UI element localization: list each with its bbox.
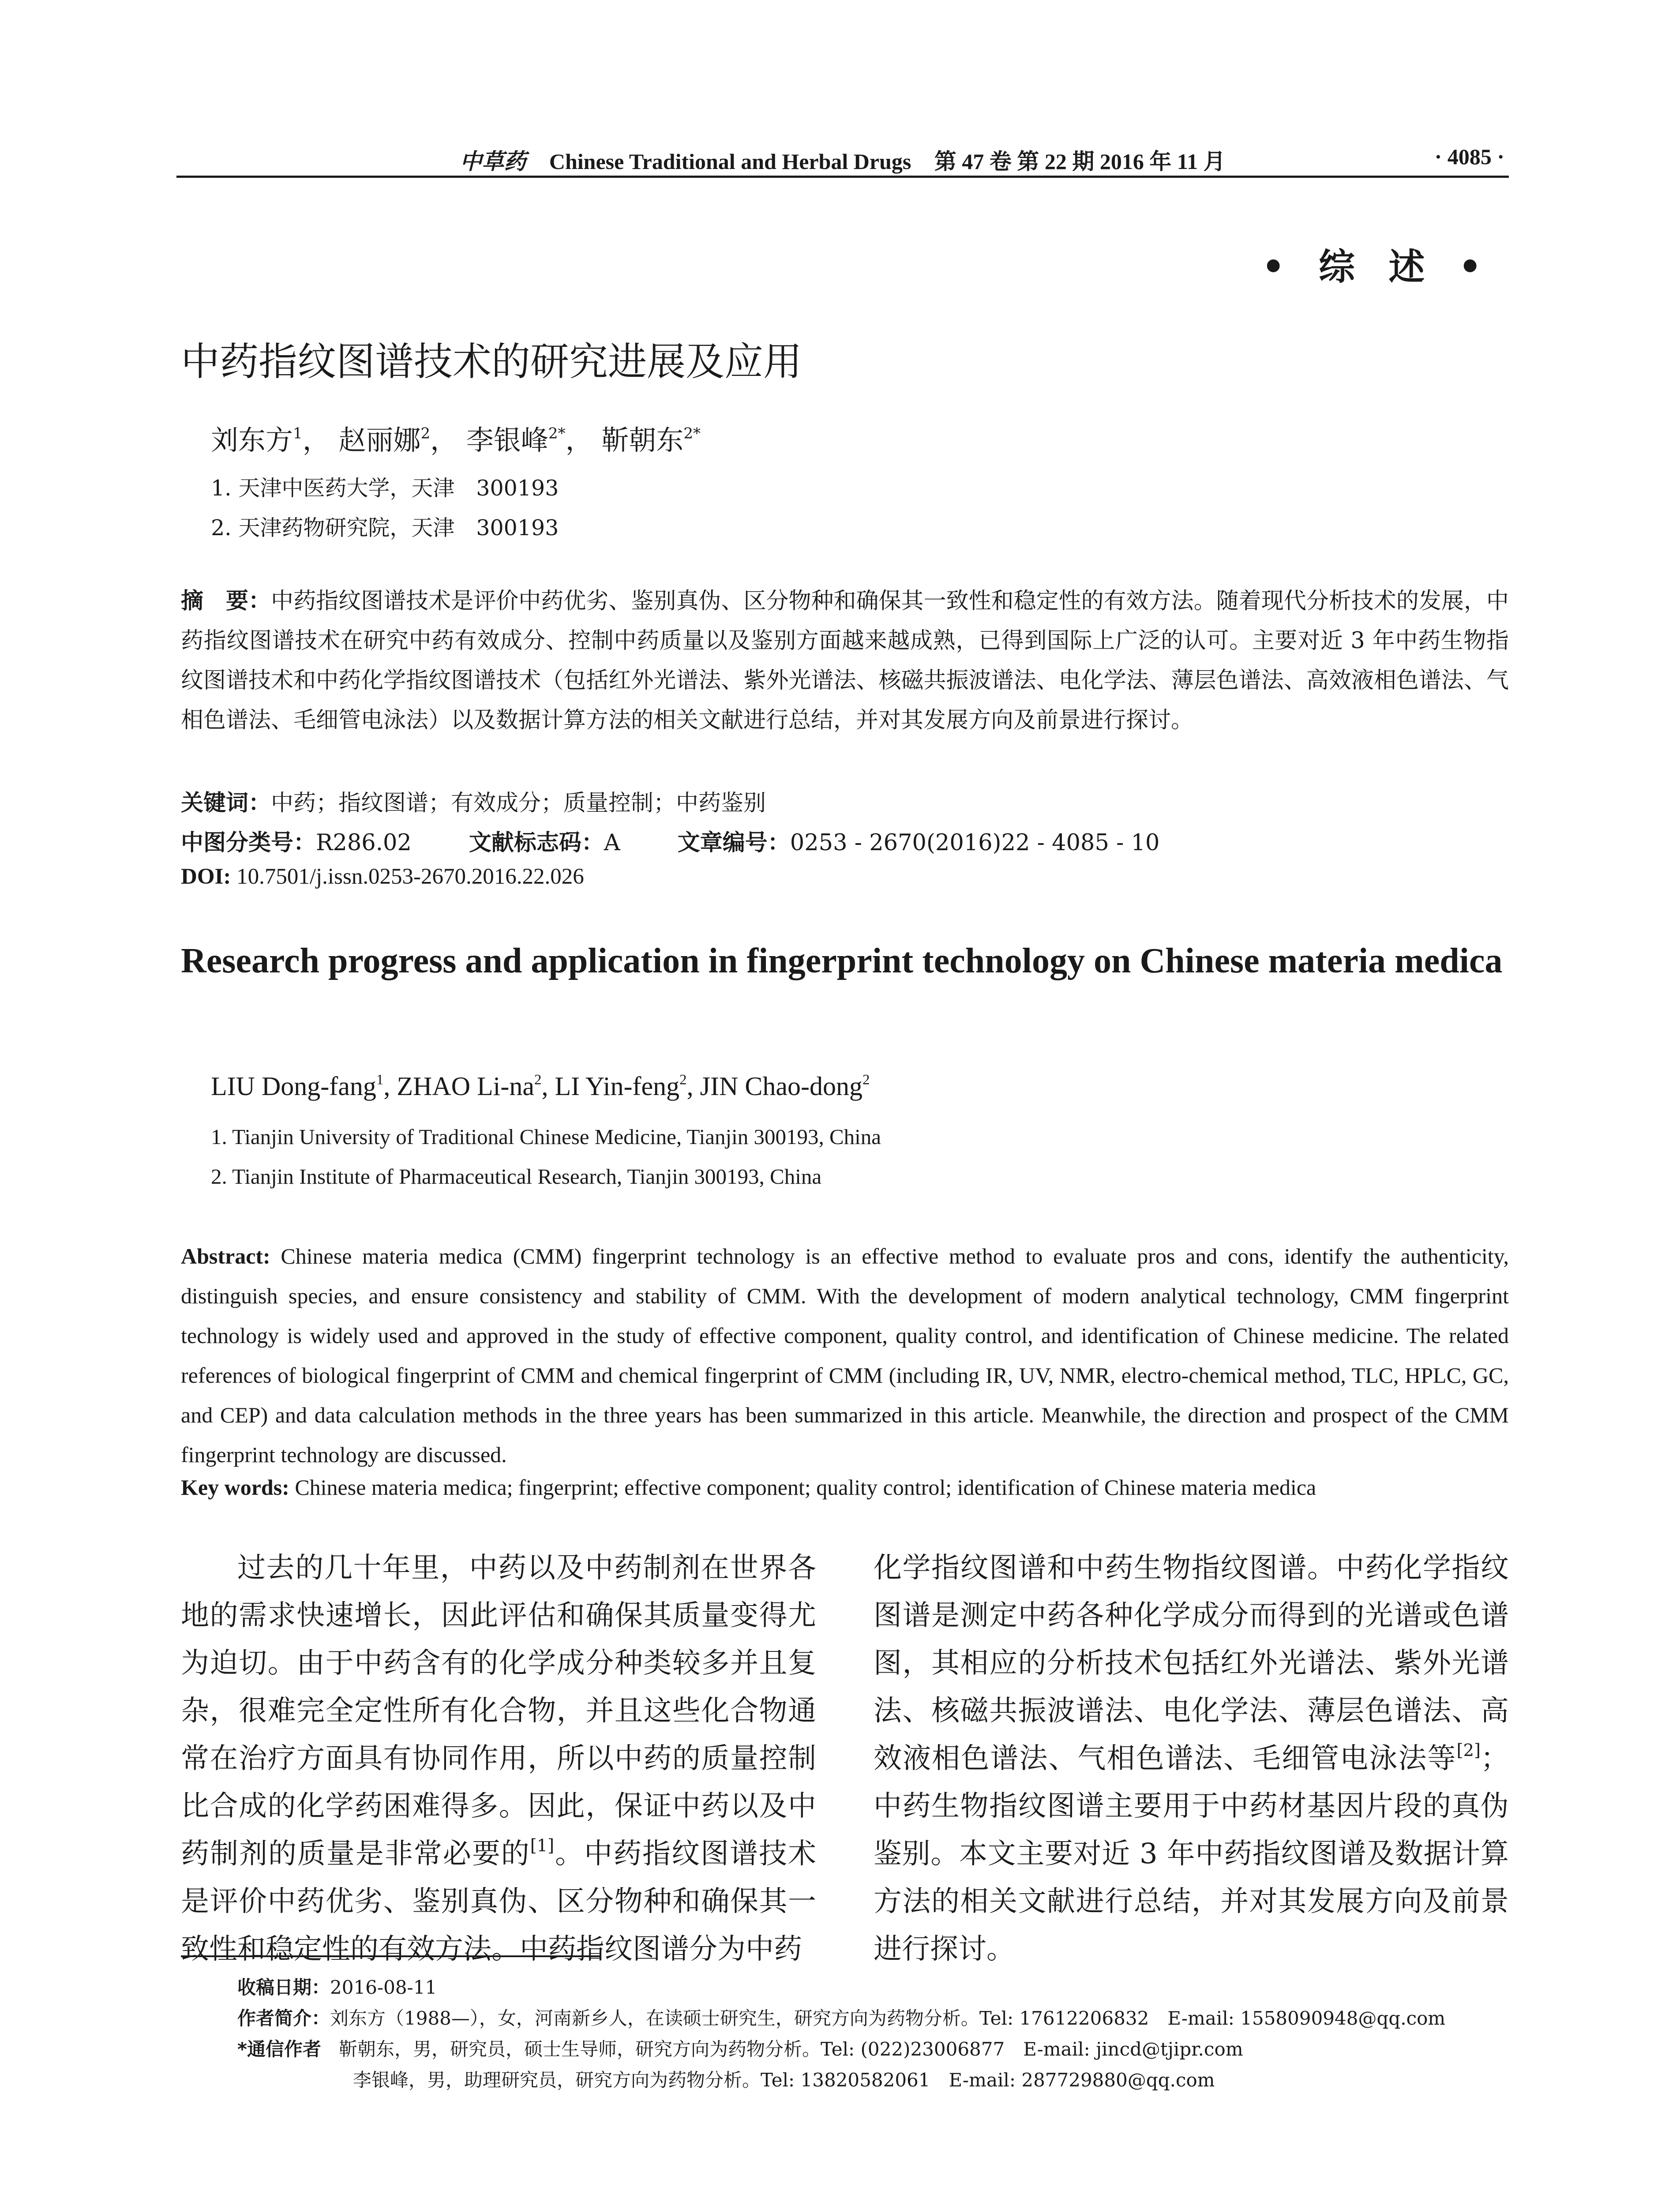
chinese-affiliation: 2. 天津药物研究院，天津 300193: [211, 515, 559, 540]
journal-name: Chinese Traditional and Herbal Drugs: [549, 149, 911, 174]
body-text: 过去的几十年里，中药以及中药制剂在世界各地的需求快速增长，因此评估和确保其质量变得尤为迫切。由于中药含有的化学成分种类较多并且复杂，很难完全定性所有化合物，并且这些化合物通常在治疗方面具有协同作用，所以中药的质量控制比合成的化学药困难得多。因此，保证中药以及中药制剂的质量是非常必要的: [181, 1552, 816, 1870]
abstract-text: Chinese materia medica (CMM) fingerprint technology is an effective method to evaluate pros and cons, identify the authenticity, distinguish species, and ensure consistency and stability of CMM. With the development of modern analytical technology, CMM fingerprint technology is widely used and approved in the study of effective component, quality control, and identification of Chinese medicine. The related references of biological fingerprint of CMM and chemical fingerprint of CMM (including IR, UV, NMR, electro-chemical method, TLC, HPLC, GC, and CEP) and data calculation methods in the three years has been summarized in this article. Meanwhile, the direction and prospect of the CMM fingerprint technology are discussed.: [181, 1244, 1509, 1467]
running-header: [176, 140, 1509, 178]
abstract-label: Abstract:: [181, 1244, 270, 1268]
body-text: 化学指纹图谱和中药生物指纹图谱。中药化学指纹图谱是测定中药各种化学成分而得到的光谱或色谱图，其相应的分析技术包括红外光谱法、紫外光谱法、核磁共振波谱法、电化学法、薄层色谱法、高效液相色谱法、气相色谱法、毛细管电泳法等: [874, 1552, 1509, 1775]
chinese-keywords: [181, 784, 766, 817]
journal-brand: 中草药: [460, 149, 526, 174]
author-separator: ，: [565, 424, 593, 456]
body-column-left: [181, 1544, 816, 1973]
doc-code-label: 文献标志码：: [469, 830, 604, 856]
author-separator: ，: [430, 424, 458, 456]
author-separator: ,: [541, 1072, 555, 1101]
classification-line: [181, 824, 1159, 857]
author-name: LI Yin-feng: [555, 1072, 680, 1101]
corresponding-value: 靳朝东，男，研究员，硕士生导师，研究方向为药物分析。Tel: (022)23006877 E-mail: jincd@tjipr.com: [338, 2038, 1243, 2060]
footnote-corresponding: [237, 2035, 1243, 2061]
footnote-author-bio: [237, 2004, 1445, 2030]
keywords-label: Key words:: [181, 1475, 289, 1500]
footnote-divider: [181, 1955, 600, 1957]
clc-label: 中图分类号：: [181, 830, 316, 856]
keywords-text: Chinese materia medica; fingerprint; effective component; quality control; identification of Chinese materia medica: [295, 1475, 1316, 1500]
abstract-text: 中药指纹图谱技术是评价中药优劣、鉴别真伪、区分物种和确保其一致性和稳定性的有效方法。随着现代分析技术的发展，中药指纹图谱技术在研究中药有效成分、控制中药质量以及鉴别方面越来越成熟，已得到国际上广泛的认可。主要对近 3 年中药生物指纹图谱技术和中药化学指纹图谱技术（包括红外光谱法、紫外光谱法、核磁共振波谱法、电化学法、薄层色谱法、高效液相色谱法、气相色谱法、毛细管电泳法）以及数据计算方法的相关文献进行总结，并对其发展方向及前景进行探讨。: [181, 588, 1509, 733]
author-name: 李银峰: [466, 424, 548, 456]
english-affiliation: 1. Tianjin University of Traditional Chinese Medicine, Tianjin 300193, China: [211, 1125, 881, 1149]
author-affiliation-mark: 2: [534, 1072, 542, 1088]
author-name: ZHAO Li-na: [397, 1072, 534, 1101]
running-header-center: [176, 144, 1509, 176]
chinese-title: 中药指纹图谱技术的研究进展及应用: [181, 339, 802, 384]
abstract-label: 摘 要：: [181, 588, 271, 614]
author-affiliation-mark: 1: [293, 424, 303, 443]
column-label: • 综 述 •: [1262, 246, 1492, 288]
article-no-value: 0253 - 2670(2016)22 - 4085 - 10: [790, 830, 1160, 856]
received-value: 2016-08-11: [330, 1977, 437, 1998]
author-affiliation-mark: 2*: [683, 424, 701, 443]
english-author-list: [211, 1071, 870, 1102]
chinese-author-list: [211, 418, 701, 458]
keywords-label: 关键词：: [181, 790, 271, 816]
author-name: 赵丽娜: [338, 424, 421, 456]
footnote-corresponding-2: 李银峰，男，助理研究员，研究方向为药物分析。Tel: 13820582061 E-mail: 287729880@qq.com: [353, 2069, 1215, 2091]
body-text: 。中药指纹图谱技术是评价中药优劣、鉴别真伪、区分物种和确保其一致性和稳定性的有效方法。中药指纹图谱分为中药: [181, 1838, 817, 1966]
author-separator: ,: [383, 1072, 397, 1101]
article-no-label: 文章编号：: [677, 830, 790, 856]
english-keywords: [181, 1474, 1316, 1500]
english-abstract: [181, 1236, 1509, 1474]
author-name: LIU Dong-fang: [211, 1072, 376, 1101]
issue-info: 第 47 卷 第 22 期 2016 年 11 月: [934, 149, 1226, 174]
corresponding-label: *通信作者: [237, 2038, 321, 2060]
chinese-affiliation: 1. 天津中医药大学，天津 300193: [211, 476, 559, 501]
doi-value: 10.7501/j.issn.0253-2670.2016.22.026: [236, 864, 584, 889]
doi-line: [181, 864, 584, 889]
author-affiliation-mark: 2: [862, 1072, 870, 1088]
clc-value: R286.02: [316, 830, 412, 856]
chinese-abstract: [181, 582, 1509, 740]
author-separator: ，: [302, 424, 330, 456]
author-name: JIN Chao-dong: [700, 1072, 862, 1101]
doc-code-value: A: [604, 830, 620, 856]
author-bio-label: 作者简介：: [237, 2007, 330, 2029]
keywords-text: 中药；指纹图谱；有效成分；质量控制；中药鉴别: [271, 790, 766, 816]
author-affiliation-mark: 1: [376, 1072, 384, 1088]
author-bio-value: 刘东方（1988—），女，河南新乡人，在读硕士研究生，研究方向为药物分析。Tel: 17612206832 E-mail: 1558090948@qq.com: [330, 2007, 1446, 2029]
english-affiliation: 2. Tianjin Institute of Pharmaceutical Research, Tianjin 300193, China: [211, 1164, 822, 1189]
author-name: 靳朝东: [601, 424, 684, 456]
doi-label: DOI:: [181, 864, 231, 889]
author-affiliation-mark: 2: [679, 1072, 687, 1088]
author-affiliation-mark: 2: [420, 424, 431, 443]
author-name: 刘东方: [211, 424, 293, 456]
citation-ref[interactable]: [1]: [530, 1836, 555, 1856]
body-column-right: [874, 1544, 1509, 1973]
author-affiliation-mark: 2*: [548, 424, 566, 443]
citation-ref[interactable]: [2]: [1456, 1741, 1481, 1761]
body-text: ；中药生物指纹图谱主要用于中药材基因片段的真伪鉴别。本文主要对近 3 年中药指纹图谱及数据计算方法的相关文献进行总结，并对其发展方向及前景进行探讨。: [874, 1742, 1509, 1966]
author-separator: ,: [686, 1072, 700, 1101]
footnote-received: [237, 1973, 437, 2000]
received-label: 收稿日期：: [237, 1977, 330, 1998]
page-number: · 4085 ·: [1434, 144, 1504, 169]
english-title: Research progress and application in fingerprint technology on Chinese materia medica: [181, 942, 1503, 980]
